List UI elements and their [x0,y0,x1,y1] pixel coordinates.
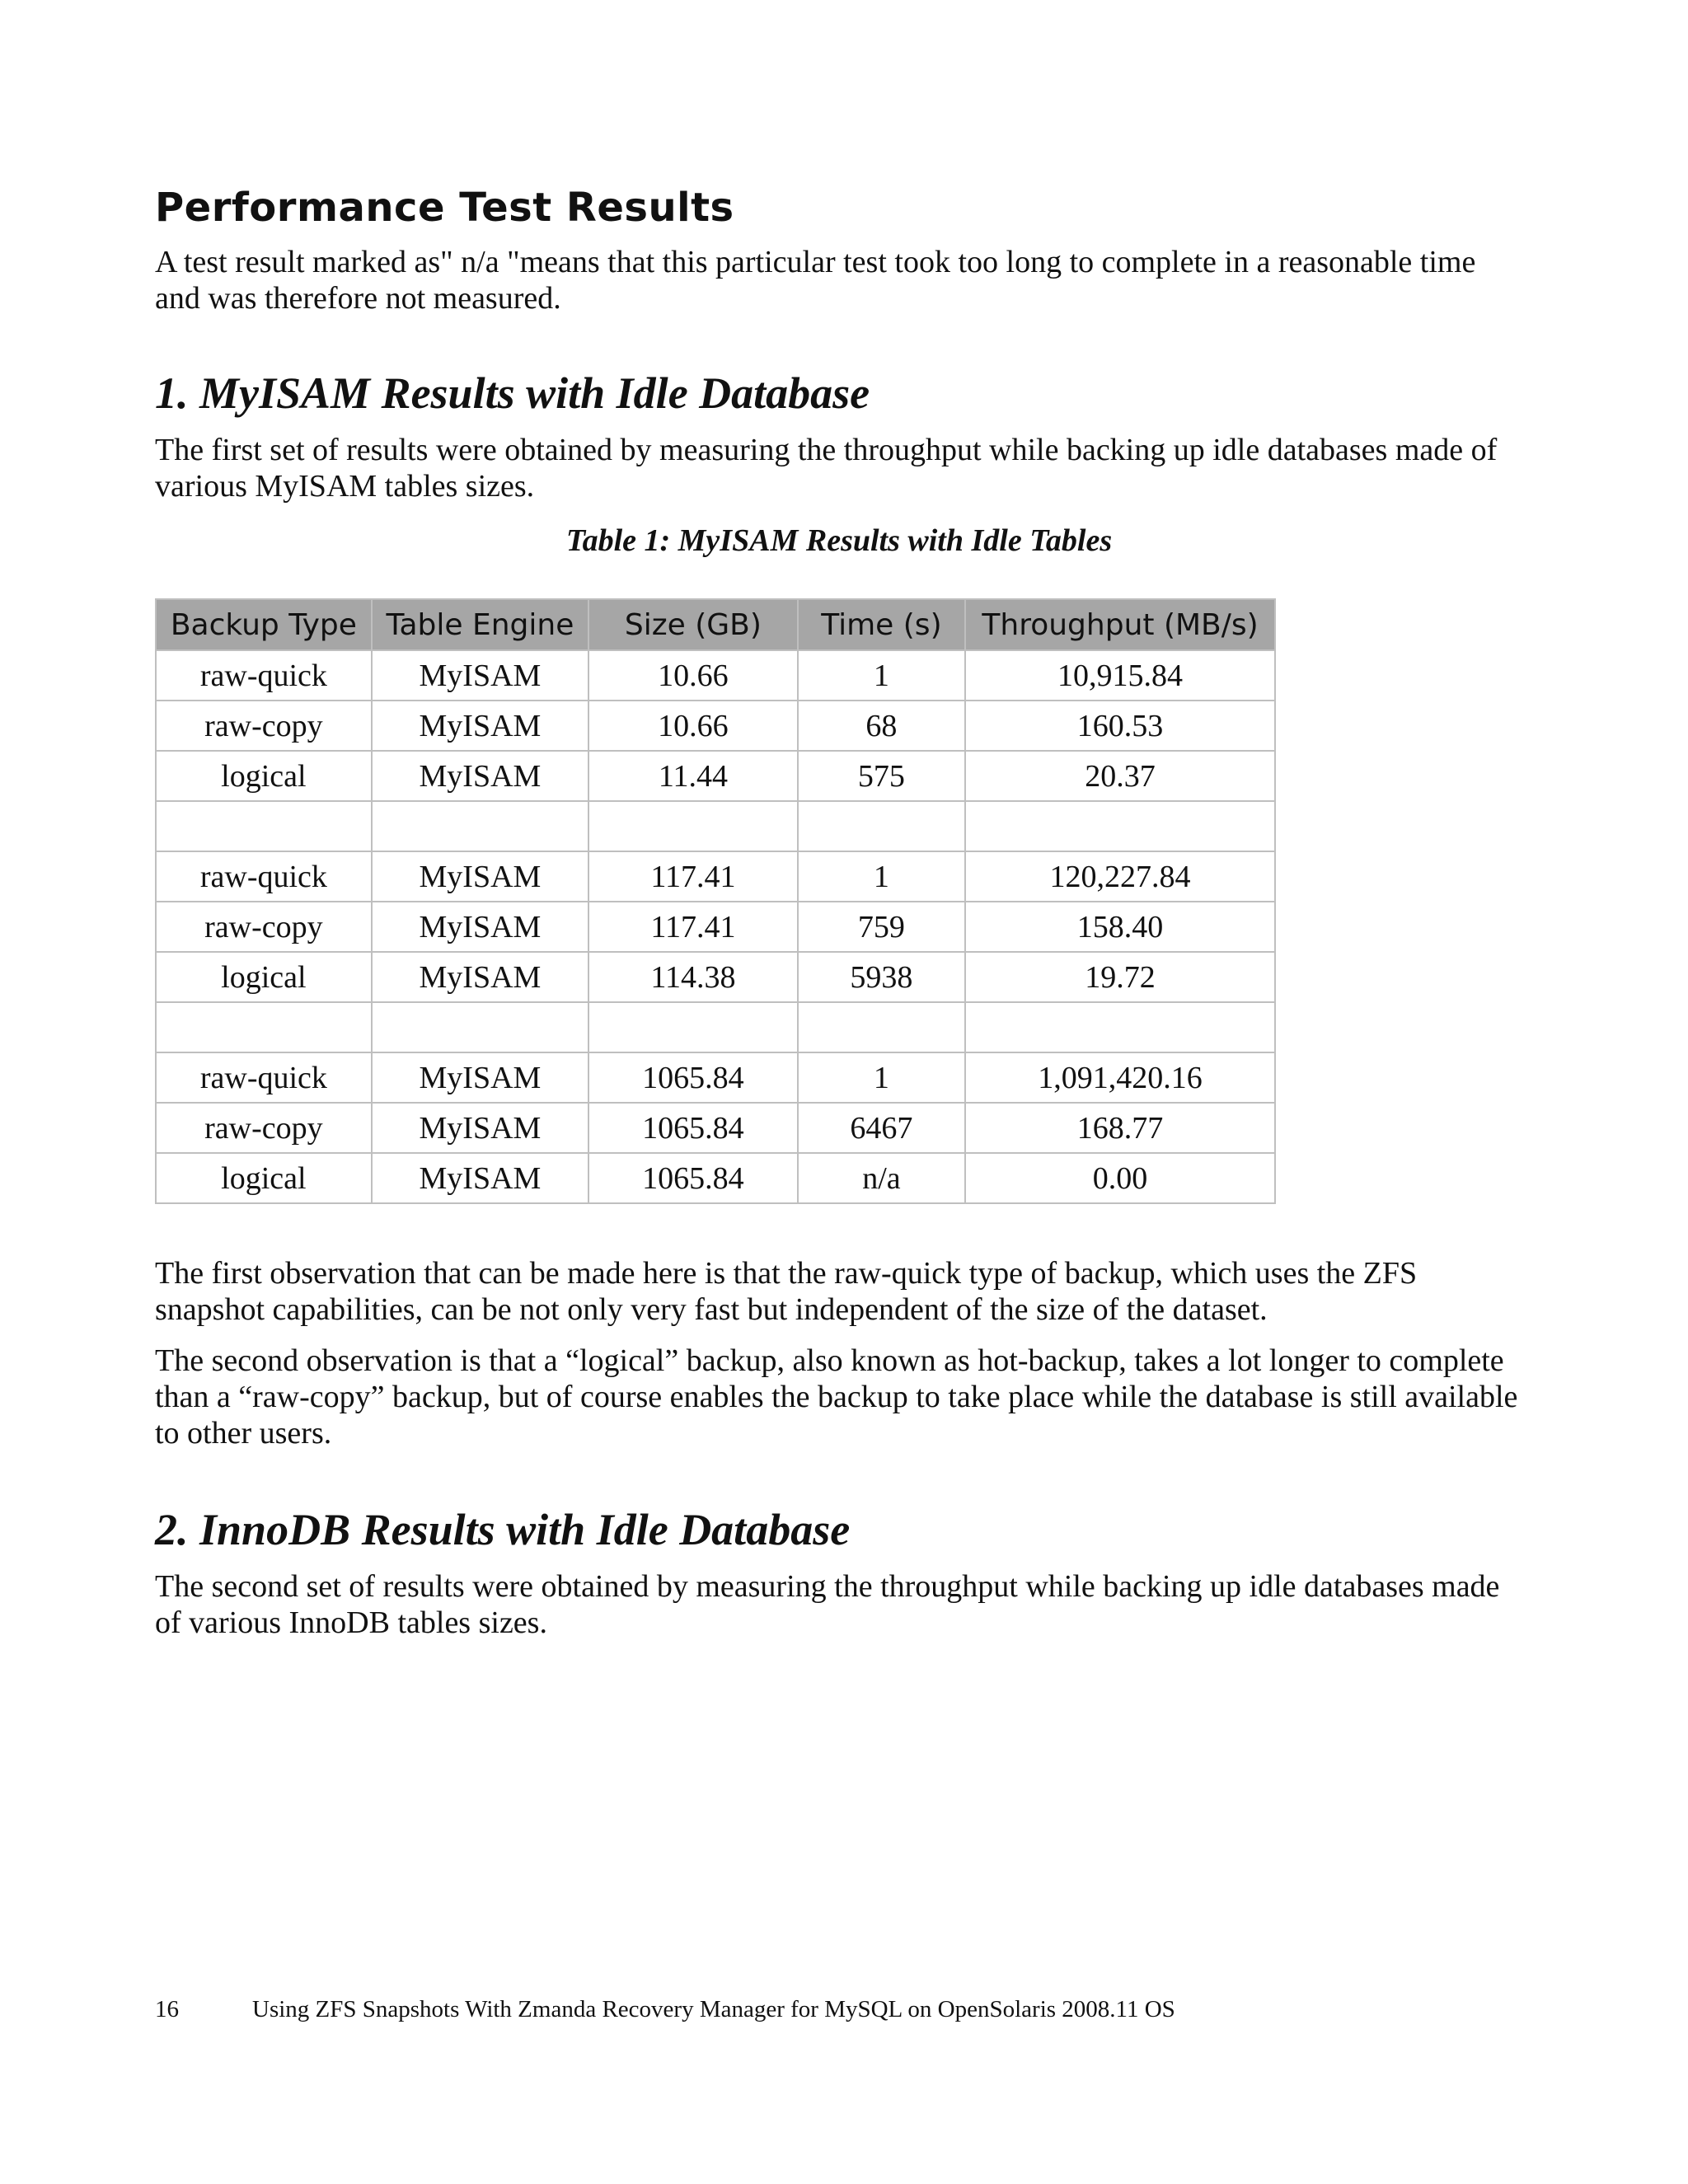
cell-empty [798,1002,965,1052]
cell-empty [372,801,588,851]
table-row [156,902,1275,952]
cell-time: 575 [798,751,965,801]
cell-throughput: 0.00 [965,1153,1275,1203]
header-throughput: Throughput (MB/s) [965,599,1275,650]
header-backup-type: Backup Type [156,599,372,650]
cell-empty [372,1002,588,1052]
cell-empty [798,801,965,851]
cell-throughput: 160.53 [965,701,1275,751]
table-row [156,952,1275,1002]
cell-throughput: 20.37 [965,751,1275,801]
cell-empty [965,801,1275,851]
cell-throughput: 19.72 [965,952,1275,1002]
cell-table-engine: MyISAM [372,1103,588,1153]
cell-empty [588,1002,798,1052]
page-content [155,185,1523,1641]
cell-table-engine: MyISAM [372,650,588,701]
myisam-description: The first set of results were obtained by measuring the throughput while backing up idle databases made of various MyISAM tables sizes. [155,433,1498,504]
table-row-empty [156,801,1275,851]
cell-size: 1065.84 [588,1103,798,1153]
cell-empty [588,801,798,851]
header-time: Time (s) [798,599,965,650]
table-header-row [156,599,1275,650]
cell-throughput: 1,091,420.16 [965,1052,1275,1103]
table-row [156,1153,1275,1203]
intro-paragraph: A test result marked as" n/a "means that this particular test took too long to complete in a reasonable time and was therefore not measured. [155,245,1476,316]
cell-time: 1 [798,650,965,701]
table-row [156,851,1275,902]
cell-throughput: 120,227.84 [965,851,1275,902]
table-row-empty [156,1002,1275,1052]
cell-time: 5938 [798,952,965,1002]
cell-time: 68 [798,701,965,751]
table-row [156,1103,1275,1153]
cell-table-engine: MyISAM [372,1052,588,1103]
header-size: Size (GB) [588,599,798,650]
cell-size: 114.38 [588,952,798,1002]
cell-time: n/a [798,1153,965,1203]
cell-throughput: 168.77 [965,1103,1275,1153]
cell-backup-type: logical [156,1153,372,1203]
cell-backup-type: raw-quick [156,650,372,701]
myisam-heading: 1. MyISAM Results with Idle Database [155,368,870,418]
cell-backup-type: logical [156,751,372,801]
cell-size: 1065.84 [588,1153,798,1203]
cell-time: 1 [798,851,965,902]
document-title: Using ZFS Snapshots With Zmanda Recovery Manager for MySQL on OpenSolaris 2008.11 OS [252,1996,1175,2022]
cell-table-engine: MyISAM [372,751,588,801]
cell-backup-type: raw-copy [156,1103,372,1153]
cell-throughput: 10,915.84 [965,650,1275,701]
cell-time: 6467 [798,1103,965,1153]
cell-size: 10.66 [588,701,798,751]
cell-time: 759 [798,902,965,952]
cell-table-engine: MyISAM [372,1153,588,1203]
cell-size: 117.41 [588,902,798,952]
page-number: 16 [155,1996,179,2022]
innodb-description: The second set of results were obtained by measuring the throughput while backing up idle databases made of various InnoDB tables sizes. [155,1569,1500,1640]
table-row [156,701,1275,751]
cell-throughput: 158.40 [965,902,1275,952]
cell-backup-type: raw-copy [156,902,372,952]
table-caption: Table 1: MyISAM Results with Idle Tables [565,523,1113,558]
table-row [156,650,1275,701]
observation-1: The first observation that can be made here is that the raw-quick type of backup, which uses the ZFS snapshot capabilities, can be not only very fast but independent of the size of the dataset. [155,1256,1418,1327]
cell-table-engine: MyISAM [372,851,588,902]
cell-size: 1065.84 [588,1052,798,1103]
cell-backup-type: raw-quick [156,851,372,902]
cell-empty [965,1002,1275,1052]
cell-backup-type: logical [156,952,372,1002]
cell-backup-type: raw-copy [156,701,372,751]
section-title: Performance Test Results [155,185,734,231]
cell-size: 117.41 [588,851,798,902]
cell-empty [156,1002,372,1052]
cell-size: 11.44 [588,751,798,801]
myisam-results-table [155,598,1276,1204]
cell-time: 1 [798,1052,965,1103]
cell-empty [156,801,372,851]
cell-table-engine: MyISAM [372,902,588,952]
observation-2: The second observation is that a “logical” backup, also known as hot-backup, takes a lot longer to complete than a “raw-copy” backup, but of course enables the backup to take place while the database is still available to other users. [155,1343,1518,1451]
table-row [156,1052,1275,1103]
cell-table-engine: MyISAM [372,952,588,1002]
table-row [156,751,1275,801]
cell-size: 10.66 [588,650,798,701]
cell-backup-type: raw-quick [156,1052,372,1103]
cell-table-engine: MyISAM [372,701,588,751]
header-table-engine: Table Engine [372,599,588,650]
page-footer [155,1996,1175,2023]
innodb-heading: 2. InnoDB Results with Idle Database [155,1505,851,1554]
